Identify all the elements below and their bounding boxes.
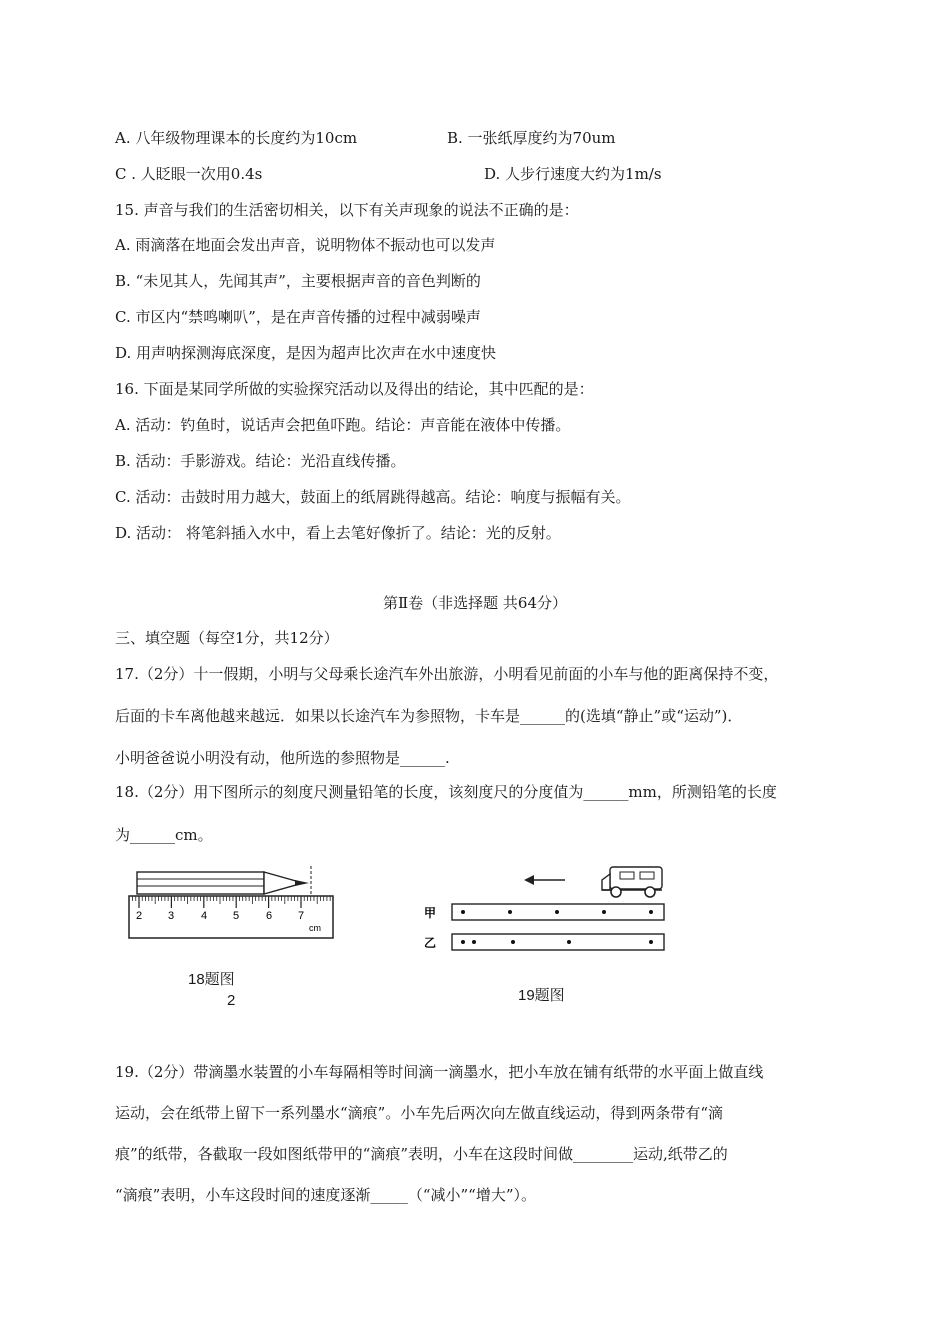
part2-title: 第Ⅱ卷（非选择题 共64分） <box>382 594 568 612</box>
tape-label-yi: 乙 <box>424 936 437 950</box>
tape-yi <box>452 934 664 950</box>
tick-label-4: 4 <box>201 910 208 922</box>
section-title: 三、填空题（每空1分，共12分） <box>115 629 339 647</box>
q15-option-c: C. 市区内“禁鸣喇叭”，是在声音传播的过程中减弱噪声 <box>115 308 481 326</box>
q16-stem: 16. 下面是某同学所做的实验探究活动以及得出的结论，其中匹配的是： <box>115 380 594 398</box>
q15-stem: 15. 声音与我们的生活密切相关，以下有关声现象的说法不正确的是： <box>115 201 579 219</box>
q14-option-a: A. 八年级物理课本的长度约为10cm <box>115 129 358 147</box>
fig18-caption: 18题图 <box>188 971 235 988</box>
q15-option-b: B. “未见其人，先闻其声”，主要根据声音的音色判断的 <box>115 272 481 290</box>
q19-line1: 19.（2分）带滴墨水装置的小车每隔相等时间滴一滴墨水，把小车放在铺有纸带的水平面上做直线 <box>115 1063 764 1081</box>
q19-line3: 痕”的纸带，各截取一段如图纸带甲的“滴痕”表明，小车在这段时间做________运动,纸带乙的 <box>115 1145 728 1163</box>
tape-label-jia: 甲 <box>424 906 437 920</box>
ruler-unit: cm <box>309 923 321 933</box>
q18-line1: 18.（2分）用下图所示的刻度尺测量铅笔的长度，该刻度尺的分度值为______mm，所测铅笔的长度 <box>115 783 777 801</box>
q19-line4: “滴痕”表明，小车这段时间的速度逐渐_____（“减小”“增大”）。 <box>115 1186 537 1204</box>
q17-line3: 小明爸爸说小明没有动，他所选的参照物是______. <box>115 749 450 767</box>
left-arrow-icon <box>524 875 565 885</box>
tick-label-6: 6 <box>266 910 273 922</box>
ticker-tape-figure <box>420 860 670 960</box>
q16-option-d: D. 活动： 将笔斜插入水中，看上去笔好像折了。结论：光的反射。 <box>115 524 561 542</box>
q16-option-c: C. 活动：击鼓时用力越大，鼓面上的纸屑跳得越高。结论：响度与振幅有关。 <box>115 488 631 506</box>
q19-line2: 运动，会在纸带上留下一系列墨水“滴痕”。小车先后两次向左做直线运动，得到两条带有“滴 <box>115 1104 724 1122</box>
q16-option-b: B. 活动：手影游戏。结论：光沿直线传播。 <box>115 452 406 470</box>
tick-label-2: 2 <box>136 910 143 922</box>
q17-line1: 17.（2分）十一假期，小明与父母乘长途汽车外出旅游，小明看见前面的小车与他的距离保持不变， <box>115 665 779 683</box>
truck-icon <box>602 867 662 897</box>
tick-label-7: 7 <box>298 910 305 922</box>
q16-option-a: A. 活动：钓鱼时，说话声会把鱼吓跑。结论：声音能在液体中传播。 <box>115 416 571 434</box>
tick-label-3: 3 <box>168 910 175 922</box>
q15-option-d: D. 用声呐探测海底深度，是因为超声比次声在水中速度快 <box>115 344 497 362</box>
ruler-pencil-figure <box>125 862 345 944</box>
q14-option-c: C . 人眨眼一次用0.4s <box>115 165 263 183</box>
page-number: 2 <box>227 992 236 1009</box>
q14-option-d: D. 人步行速度大约为1m/s <box>484 165 662 183</box>
q17-line2: 后面的卡车离他越来越远．如果以长途汽车为参照物，卡车是______的(选填“静止”或“运动”)． <box>115 707 743 725</box>
q14-option-b: B. 一张纸厚度约为70um <box>447 129 616 147</box>
q15-option-a: A. 雨滴落在地面会发出声音，说明物体不振动也可以发声 <box>115 236 496 254</box>
tick-label-5: 5 <box>233 910 240 922</box>
fig19-caption: 19题图 <box>518 987 565 1004</box>
q18-line2: 为______cm。 <box>115 826 213 844</box>
